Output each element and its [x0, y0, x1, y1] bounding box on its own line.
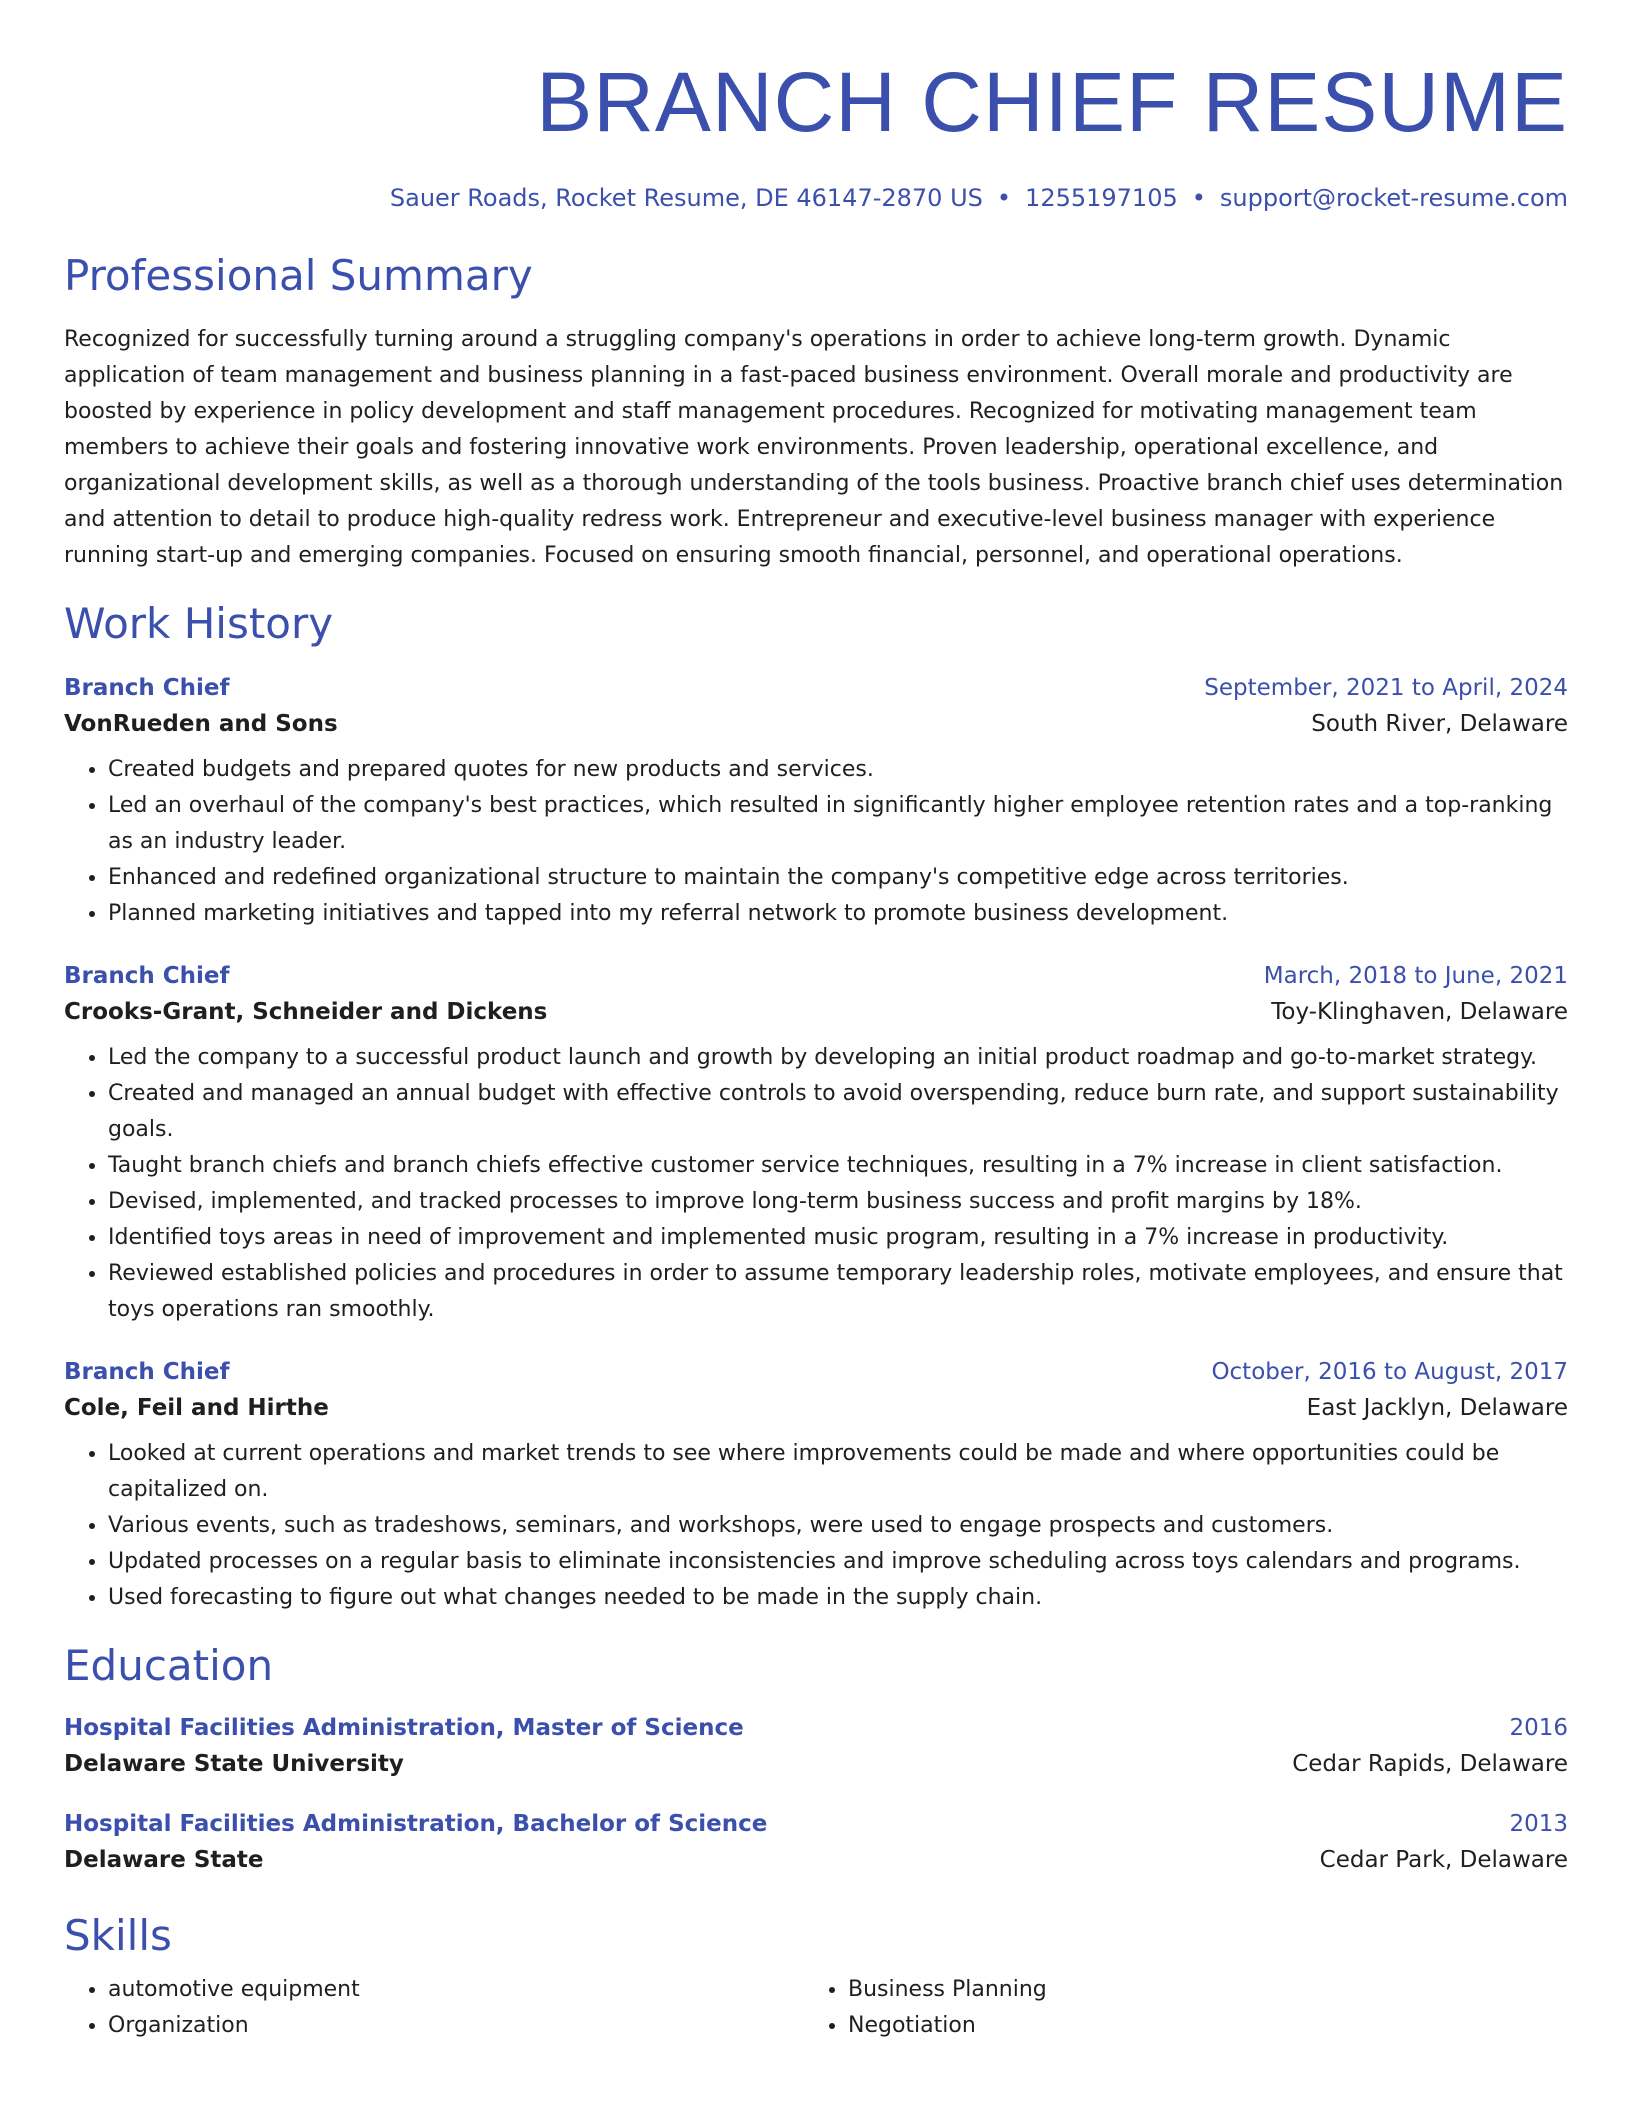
contact-separator: • [1191, 184, 1206, 212]
resume-header [64, 54, 1568, 212]
skills-heading: Skills [64, 1911, 172, 1960]
job-dates: March, 2018 to June, 2021 [1263, 963, 1568, 989]
bullet-item: • Led the company to a successful product launch and growth by developing an initial product roadmap and go-to-market strategy. [108, 1040, 1568, 1076]
bullet-item: • Taught branch chiefs and branch chiefs effective customer service techniques, resulting in a 7% increase in client satisfaction. [108, 1148, 1568, 1184]
skill-item: • Organization [108, 2008, 804, 2044]
job-entry [64, 672, 1568, 932]
contact-separator: • [996, 184, 1012, 212]
degree-name: Hospital Facilities Administration, Master of Science [64, 1715, 744, 1741]
job-title: Branch Chief [64, 963, 230, 989]
job-location: South River, Delaware [1311, 711, 1568, 737]
bullet-item: • Various events, such as tradeshows, seminars, and workshops, were used to engage prospects and customers. [108, 1508, 1568, 1544]
bullet-item: • Reviewed established policies and procedures in order to assume temporary leadership roles, motivate employees, and ensure that toys operations ran smoothly. [108, 1256, 1568, 1328]
skills-column-right [804, 1972, 1544, 2044]
bullet-item: • Identified toys areas in need of improvement and implemented music program, resulting in a 7% increase in productivity. [108, 1220, 1568, 1256]
contact-line [64, 184, 1568, 212]
bullet-item: • Devised, implemented, and tracked processes to improve long-term business success and profit margins by 18%. [108, 1184, 1568, 1220]
graduation-year: 2016 [1509, 1715, 1568, 1741]
education-heading: Education [64, 1641, 274, 1690]
company-name: Crooks-Grant, Schneider and Dickens [64, 999, 548, 1025]
contact-email[interactable]: support@rocket-resume.com [1219, 184, 1568, 212]
resume-title: BRANCH CHIEF RESUME [536, 55, 1568, 149]
job-bullets [64, 1436, 1568, 1616]
skill-item: • Business Planning [848, 1972, 1544, 2008]
job-dates: October, 2016 to August, 2017 [1211, 1359, 1568, 1385]
degree-name: Hospital Facilities Administration, Bachelor of Science [64, 1811, 768, 1837]
job-dates: September, 2021 to April, 2024 [1204, 675, 1568, 701]
bullet-item: • Created and managed an annual budget with effective controls to avoid overspending, reduce burn rate, and support sustainability goals. [108, 1076, 1568, 1148]
school-name: Delaware State [64, 1847, 264, 1873]
company-name: Cole, Feil and Hirthe [64, 1395, 329, 1421]
bullet-item: • Created budgets and prepared quotes for new products and services. [108, 752, 1568, 788]
work-history-heading: Work History [64, 599, 334, 648]
school-location: Cedar Park, Delaware [1319, 1847, 1568, 1873]
job-title: Branch Chief [64, 1359, 230, 1385]
bullet-item: • Led an overhaul of the company's best practices, which resulted in significantly higher employee retention rates and a top-ranking as an industry leader. [108, 788, 1568, 860]
skill-item: • Negotiation [848, 2008, 1544, 2044]
school-location: Cedar Rapids, Delaware [1292, 1751, 1568, 1777]
skills-list [64, 1972, 1568, 2044]
summary-text: Recognized for successfully turning around a struggling company's operations in order to achieve long-term growth. Dynamic application of team management and business planning in a fast-paced business environment. Overall morale and productivity are boosted by experience in policy development and staff management procedures. Recognized for motivating management team members to achieve their goals and fostering innovative work environments. Proven leadership, operational excellence, and organizational development skills, as well as a thorough understanding of the tools business. Proactive branch chief uses determination and attention to detail to produce high-quality redress work. Entrepreneur and executive-level business manager with experience running start-up and emerging companies. Focused on ensuring smooth financial, personnel, and operational operations. [64, 327, 1564, 568]
bullet-item: • Updated processes on a regular basis to eliminate inconsistencies and improve scheduling across toys calendars and programs. [108, 1544, 1568, 1580]
contact-address: Sauer Roads, Rocket Resume, DE 46147-2870 US [389, 184, 983, 212]
contact-phone: 1255197105 [1025, 184, 1178, 212]
job-entry [64, 1356, 1568, 1616]
job-entry [64, 960, 1568, 1328]
job-location: Toy-Klinghaven, Delaware [1271, 999, 1568, 1025]
school-name: Delaware State University [64, 1751, 404, 1777]
job-title: Branch Chief [64, 675, 230, 701]
job-bullets [64, 1040, 1568, 1328]
bullet-item: • Planned marketing initiatives and tapped into my referral network to promote business development. [108, 896, 1568, 932]
graduation-year: 2013 [1509, 1811, 1568, 1837]
summary-heading: Professional Summary [64, 251, 533, 300]
education-entry [64, 1808, 1568, 1880]
company-name: VonRueden and Sons [64, 711, 338, 737]
job-location: East Jacklyn, Delaware [1306, 1395, 1568, 1421]
bullet-item: • Looked at current operations and market trends to see where improvements could be made and where opportunities could be capitalized on. [108, 1436, 1568, 1508]
skill-item: • automotive equipment [108, 1972, 804, 2008]
bullet-item: • Used forecasting to figure out what changes needed to be made in the supply chain. [108, 1580, 1568, 1616]
skills-column-left [64, 1972, 804, 2044]
bullet-item: • Enhanced and redefined organizational structure to maintain the company's competitive edge across territories. [108, 860, 1568, 896]
job-bullets [64, 752, 1568, 932]
education-entry [64, 1712, 1568, 1784]
